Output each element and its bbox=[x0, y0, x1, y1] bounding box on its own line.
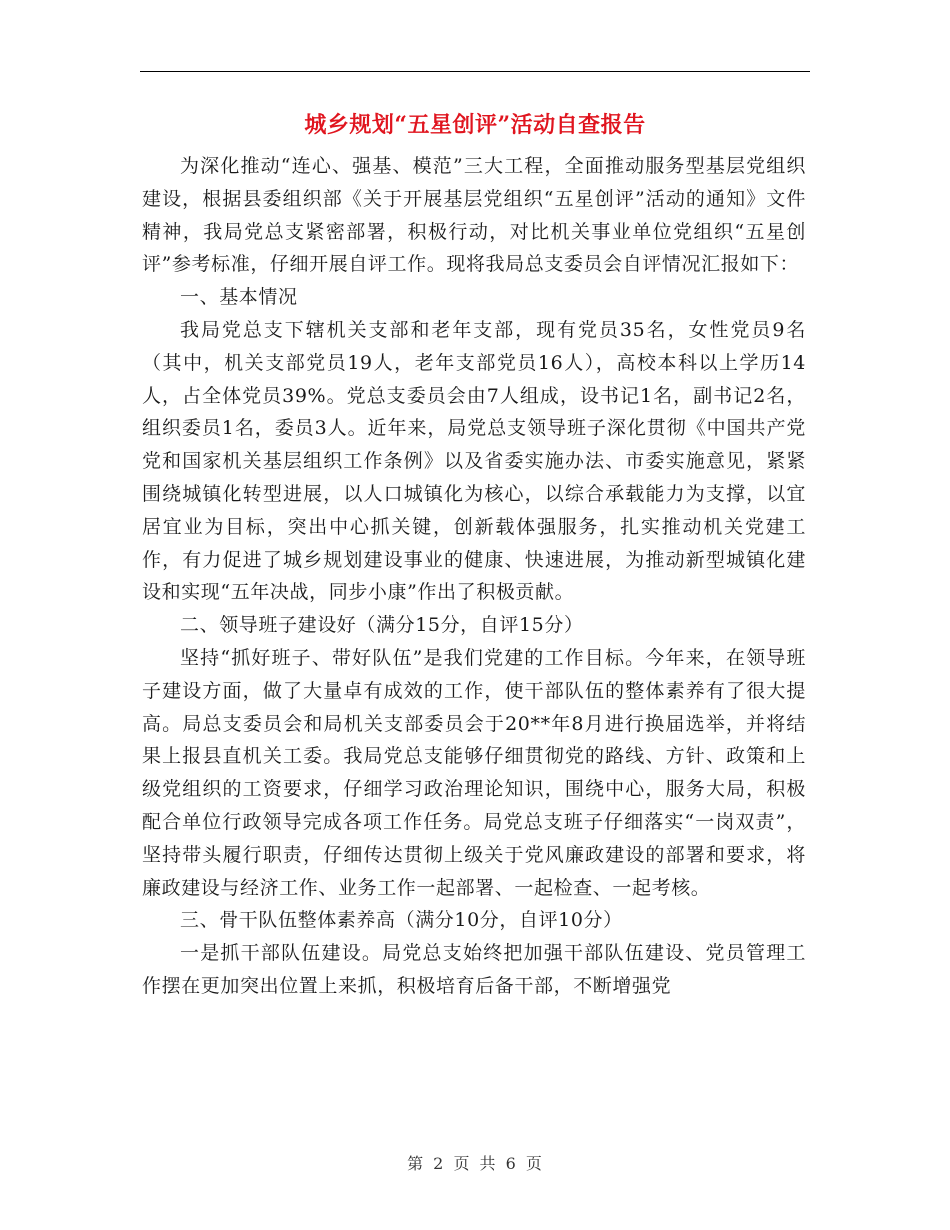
page-number: 第 2 页 共 6 页 bbox=[407, 1154, 543, 1173]
section-heading-basic: 一、基本情况 bbox=[180, 286, 298, 309]
basic-info-paragraph: 我局党总支下辖机关支部和老年支部，现有党员35名，女性党员9名（其中，机关支部党员19人，老年支部党员16人），高校本科以上学历14人，占全体党员39%。党总支委员会由7人组成，设书记1名，副书记2名，组织委员1名，委员3人。近年来，局党总支领导班子深化贯彻《中国共产党党和国家机关基层组织工作条例》以及省委实施办法、市委实施意见，紧紧围绕城镇化转型进展，以人口城镇化为核心，以综合承载能力为支撑，以宜居宜业为目标，突出中心抓关键，创新载体强服务，扎实推动机关党建工作，有力促进了城乡规划建设事业的健康、快速进展，为推动新型城镇化建设和实现“五年决战，同步小康”作出了积极贡献。 bbox=[142, 318, 806, 604]
section-heading-backbone: 三、骨干队伍整体素养高（满分10分，自评10分） bbox=[180, 909, 623, 932]
header-rule bbox=[140, 71, 810, 72]
document-title: 城乡规划“五星创评”活动自查报告 bbox=[304, 112, 646, 138]
leadership-paragraph: 坚持“抓好班子、带好队伍”是我们党建的工作目标。今年来，在领导班子建设方面，做了大量卓有成效的工作，使干部队伍的整体素养有了很大提高。局总支委员会和局机关支部委员会于20**年8月进行换届选举，并将结果上报县直机关工委。我局党总支能够仔细贯彻党的路线、方针、政策和上级党组织的工资要求，仔细学习政治理论知识，围绕中心，服务大局，积极配合单位行政领导完成各项工作任务。局党总支班子仔细落实“一岗双责”，坚持带头履行职责，仔细传达贯彻上级关于党风廉政建设的部署和要求，将廉政建设与经济工作、业务工作一起部署、一起检查、一起考核。 bbox=[142, 646, 806, 899]
backbone-paragraph: 一是抓干部队伍建设。局党总支始终把加强干部队伍建设、党员管理工作摆在更加突出位置上来抓，积极培育后备干部，不断增强党 bbox=[142, 942, 806, 997]
document-body bbox=[142, 150, 806, 1003]
section-heading-leadership: 二、领导班子建设好（满分15分，自评15分） bbox=[180, 614, 584, 637]
intro-paragraph: 为深化推动“连心、强基、模范”三大工程，全面推动服务型基层党组织建设，根据县委组织部《关于开展基层党组织“五星创评”活动的通知》文件精神，我局党总支紧密部署，积极行动，对比机关事业单位党组织“五星创评”参考标准，仔细开展自评工作。现将我局总支委员会自评情况汇报如下： bbox=[142, 155, 806, 276]
